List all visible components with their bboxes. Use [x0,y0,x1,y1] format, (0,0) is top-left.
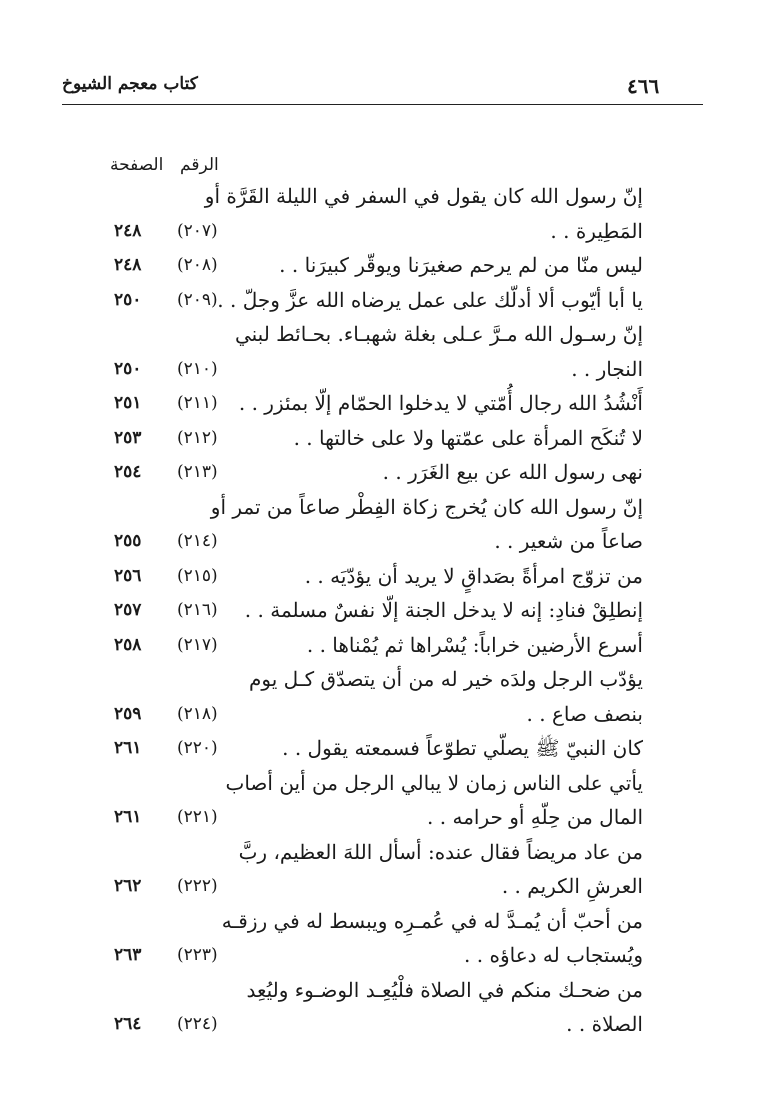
entry-text: يؤدّب الرجل ولدَه خير له من أن يتصدّق كـل يوم [249,667,643,691]
entry-text: ليس منّا من لم يرحم صغيرَنا ويوقّر كبيرَنا . . [279,253,643,277]
index-entry-line [0,939,757,973]
entry-number: (٢٢١) [177,807,218,827]
index-entry-line [0,318,757,352]
entry-text: نهى رسول الله عن بيع الغَرَر . . [382,460,643,484]
index-entry-line [0,663,757,697]
entry-text: كان النبيّ ﷺ يصلّي تطوّعاً فسمعته يقول . . [282,736,643,760]
index-entry-line [0,1008,757,1042]
book-title: كتاب معجم الشيوخ [62,74,198,94]
index-entry-line [0,767,757,801]
entry-number: (٢٢٠) [177,738,218,758]
entry-page: ٢٥٧ [114,600,142,620]
entry-page: ٢٥٦ [114,565,142,586]
entry-text: المَطِيرة . . [550,218,643,243]
index-entry-line [0,629,757,663]
index-entry-line [0,698,757,732]
entry-number: (٢٢٢) [177,876,218,896]
column-header-number: الرقم [180,155,219,175]
index-entry-line [0,732,757,766]
entry-text: إنّ رسول الله كان يُخرج زكاة الفِطْر صاعاً من تمر أو [210,494,643,519]
entry-page: ٢٥٠ [114,358,142,379]
entry-text: من أحبّ أن يُمـدَّ له في عُمـرِه ويبسط له في رزقـه [221,908,643,933]
entry-page: ٢٦١ [114,738,142,758]
entry-text: صاعاً من شعير . . [494,529,643,553]
entry-number: (٢٢٣) [177,945,218,965]
index-entry-line [0,491,757,525]
entry-page: ٢٥٥ [114,531,142,551]
entry-text: إنطلِقْ فنادِ: إنه لا يدخل الجنة إلّا نفسٌ مسلمة . . [244,598,643,622]
index-entry-line [0,249,757,283]
index-entry-line [0,905,757,939]
entry-number: (٢١٦) [177,600,218,620]
index-entry-line [0,525,757,559]
entry-text: من ضحـك منكم في الصلاة فلْيُعِـد الوضـوء وليُعِد [246,977,643,1002]
entry-number: (٢١٢) [177,427,218,448]
column-header-page: الصفحة [110,155,164,175]
entry-number: (٢١٣) [177,462,218,482]
page-header [62,74,703,100]
entry-text: يا أبا أيّوب ألا أدلّك على عمل يرضاه الله عزَّ وجلّ . . [217,287,643,312]
index-entry-line [0,870,757,904]
entry-number: (٢٠٩) [177,289,218,310]
entry-text: يأتي على الناس زمان لا يبالي الرجل من أين أصاب [225,770,643,795]
index-entry-line [0,836,757,870]
index-entry-line [0,215,757,249]
entry-text: المال من حِلّهِ أو حرامه . . [427,805,643,829]
index-entry-line [0,387,757,421]
entry-text: الصلاة . . [566,1012,643,1036]
entry-page: ٢٥١ [114,393,142,413]
entry-text: لا تُنكَح المرأة على عمّتها ولا على خالتها . . [293,425,643,450]
page-number: ٤٦٦ [627,74,660,98]
entry-number: (٢١٠) [177,358,218,379]
entry-number: (٢١١) [177,393,218,413]
index-entry-line [0,422,757,456]
index-entry-line [0,974,757,1008]
entry-text: أسرع الأرضين خراباً: يُسْراها ثم يُمْناها . . [306,632,643,657]
entry-number: (٢١٥) [177,565,218,586]
entry-page: ٢٦٣ [114,945,142,965]
entry-number: (٢١٧) [177,634,218,655]
entry-text: ويُستجاب له دعاؤه . . [464,943,643,967]
entry-text: النجار . . [571,356,643,381]
entry-page: ٢٦١ [114,807,142,827]
entry-text: أَنْشُدُ الله رجال أُمّتي لا يدخلوا الحمّام إلّا بمئزر . . [238,391,643,415]
entry-page: ٢٥٩ [114,703,142,724]
index-entry-line [0,560,757,594]
index-entry-line [0,456,757,490]
entry-number: (٢١٤) [177,531,218,551]
index-entry-line [0,353,757,387]
entry-page: ٢٥٤ [114,462,142,482]
entry-text: بنصف صاع . . [526,701,643,726]
entry-page: ٢٦٤ [114,1014,142,1034]
entry-text: إنّ رسول الله كان يقول في السفر في الليلة القَرَّة أو [204,184,643,208]
entry-page: ٢٥٨ [114,634,142,655]
entry-number: (٢٠٧) [177,220,218,241]
index-entry-line [0,180,757,214]
entry-text: من تزوّج امرأةً بصَداقٍ لا يريد أن يؤدّيَه . . [304,563,643,588]
entry-page: ٢٤٨ [114,220,142,241]
entry-number: (٢٢٤) [177,1014,218,1034]
header-rule [62,104,703,105]
entry-page: ٢٥٠ [114,289,142,310]
entry-text: العرشِ الكريم . . [501,874,643,898]
entry-text: إنّ رسـول الله مـرَّ عـلى بغلة شهبـاء. بحـائط لبني [234,322,643,346]
entry-number: (٢١٨) [177,703,218,724]
entry-text: من عاد مريضاً فقال عنده: أسأل اللهَ العظيم، ربَّ [238,839,643,864]
entry-number: (٢٠٨) [177,255,218,275]
entry-page: ٢٤٨ [114,255,142,275]
index-entry-line [0,594,757,628]
index-entry-line [0,284,757,318]
entry-page: ٢٥٣ [114,427,142,448]
index-entry-line [0,801,757,835]
entry-page: ٢٦٢ [114,876,142,896]
